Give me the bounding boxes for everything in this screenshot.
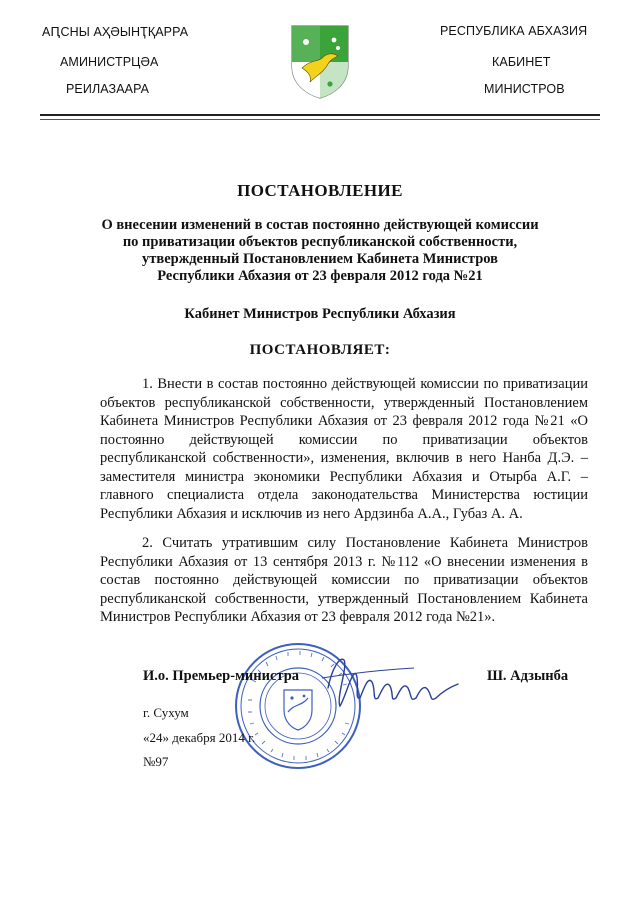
paragraph-1: [100, 375, 588, 523]
decree-heading: ПОСТАНОВЛЯЕТ:: [249, 342, 391, 358]
subject-line-1: О внесении изменений в состав постоянно действующей комиссии: [101, 217, 539, 233]
header-right-line-2: КАБИНЕТ: [492, 55, 551, 69]
header-left-line-3: РЕИЛАЗААРА: [66, 82, 150, 96]
issue-date: «24» декабря 2014 г.: [143, 730, 256, 745]
paragraph-2-text: 2. Считать утратившим силу Постановление Кабинета Министров Республики Абхазия от 13 сентября 2013 г. №112 «О внесении изменения в состав постоянно действующей комиссии по приватизации объектов республиканской собственности, утвержденный Постановлением Кабинета Министров Республики Абхазия от 23 февраля 2012 года №21».: [100, 535, 588, 625]
handwritten-signature: [318, 648, 468, 718]
coat-of-arms-emblem: [288, 22, 352, 100]
header-divider-thick: [40, 114, 600, 116]
signatory-name: Ш. Адзынба: [487, 668, 569, 684]
header-left-line-1: АԤСНЫ АҲӘЫНҬҚАРРА: [42, 25, 189, 39]
issuer-heading: Кабинет Министров Республики Абхазия: [184, 306, 456, 322]
signatory-position: И.о. Премьер-министра: [143, 668, 300, 684]
paragraph-1-text: 1. Внести в состав постоянно действующей комиссии по приватизации объектов республиканской собственности, утвержденный Постановлением Кабинета Министров Республики Абхазия от 23 февраля 2012 года №21 «О постоянно действующей комиссии по приватизации объектов республиканской собственности», изменения, включив в него Нанба Д.Э. – заместителя министра экономики Республики Абхазия и Отырба А.Г. – главного специалиста отдела законодательства Министерства юстиции Республики Абхазия и исключив из него Ардзинба А.А., Губаз А. А.: [100, 376, 588, 522]
issue-place: г. Сухум: [143, 705, 189, 720]
subject-line-4: Республики Абхазия от 23 февраля 2012 года №21: [157, 268, 483, 284]
document-title: ПОСТАНОВЛЕНИЕ: [237, 181, 403, 200]
header-divider-thin: [40, 119, 600, 120]
header-left-line-2: АМИНИСТРЦӘА: [60, 55, 159, 69]
header-right-line-1: РЕСПУБЛИКА АБХАЗИЯ: [440, 24, 588, 38]
subject-line-3: утвержденный Постановлением Кабинета Министров: [141, 251, 499, 267]
paragraph-2: [100, 534, 588, 627]
document-number: №97: [143, 754, 169, 769]
document-subject: [60, 217, 580, 285]
subject-line-2: по приватизации объектов республиканской собственности,: [122, 234, 518, 250]
header-right-line-3: МИНИСТРОВ: [484, 82, 565, 96]
